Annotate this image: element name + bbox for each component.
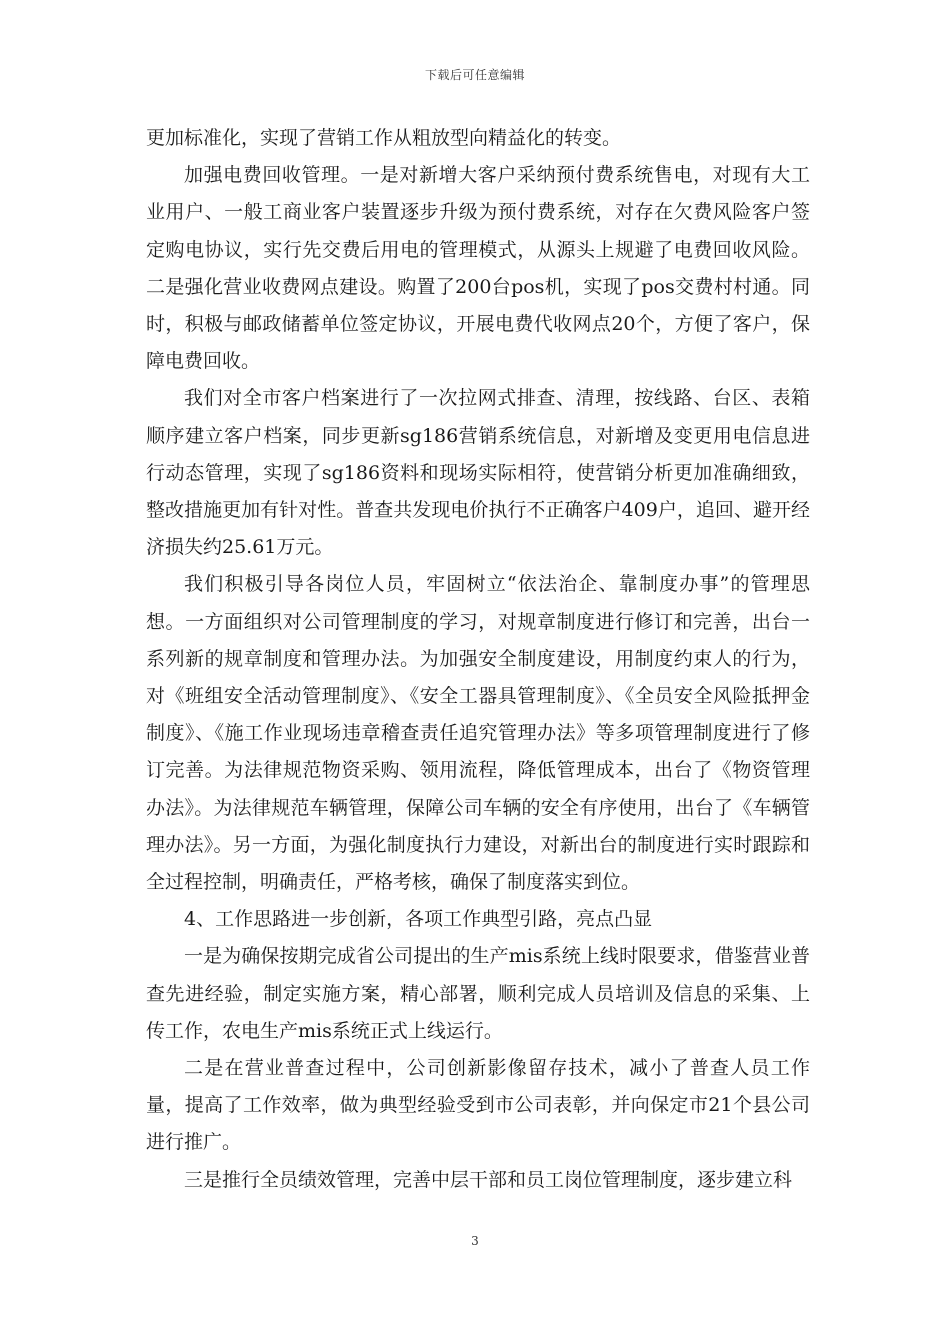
paragraph-regulations: 我们积极引导各岗位人员，牢固树立“依法治企、靠制度办事”的管理思想。一方面组织对公司管理制度的学习，对规章制度进行修订和完善，出台一系列新的规章制度和管理办法。为加强安全制度建设，用制度约束人的行为，对《班组安全活动管理制度》、《安全工器具管理制度》、《全员安全风险抵押金制度》、《施工作业现场违章稽查责任追究管理办法》等多项管理制度进行了修订完善。为法律规范物资采购、领用流程，降低管理成本，出台了《物资管理办法》。为法律规范车辆管理，保障公司车辆的安全有序使用，出台了《车辆管理办法》。另一方面，为强化制度执行力建设，对新出台的制度进行实时跟踪和全过程控制，明确责任，严格考核，确保了制度落实到位。 — [146, 573, 810, 894]
page-header: 下载后可任意编辑 — [424, 68, 525, 82]
document-body — [146, 120, 810, 1199]
paragraph-continuation: 更加标准化，实现了营销工作从粗放型向精益化的转变。 — [146, 127, 622, 149]
paragraph-fee-collection: 加强电费回收管理。一是对新增大客户采纳预付费系统售电，对现有大工业用户、一般工商业客户装置逐步升级为预付费系统，对存在欠费风险客户签定购电协议，实行先交费后用电的管理模式，从源头上规避了电费回收风险。二是强化营业收费网点建设。购置了200台pos机，实现了pos交费村村通。同时，积极与邮政储蓄单位签定协议，开展电费代收网点20个，方便了客户，保障电费回收。 — [146, 164, 810, 373]
page-number: 3 — [471, 1234, 479, 1248]
paragraph-mis-system: 一是为确保按期完成省公司提出的生产mis系统上线时限要求，借鉴营业普查先进经验，制定实施方案，精心部署，顺利完成人员培训及信息的采集、上传工作，农电生产mis系统正式上线运行。 — [146, 945, 810, 1042]
paragraph-image-retention: 二是在营业普查过程中，公司创新影像留存技术，减小了普查人员工作量，提高了工作效率，做为典型经验受到市公司表彰，并向保定市21个县公司进行推广。 — [146, 1057, 810, 1154]
paragraph-customer-records: 我们对全市客户档案进行了一次拉网式排查、清理，按线路、台区、表箱顺序建立客户档案，同步更新sg186营销系统信息，对新增及变更用电信息进行动态管理，实现了sg186资料和现场实际相符，使营销分析更加准确细致，整改措施更加有针对性。普查共发现电价执行不正确客户409户，追回、避开经济损失约25.61万元。 — [146, 387, 810, 559]
section-heading-innovation: 4、工作思路进一步创新，各项工作典型引路，亮点凸显 — [184, 908, 653, 931]
paragraph-performance-management: 三是推行全员绩效管理，完善中层干部和员工岗位管理制度，逐步建立科 — [184, 1168, 793, 1191]
